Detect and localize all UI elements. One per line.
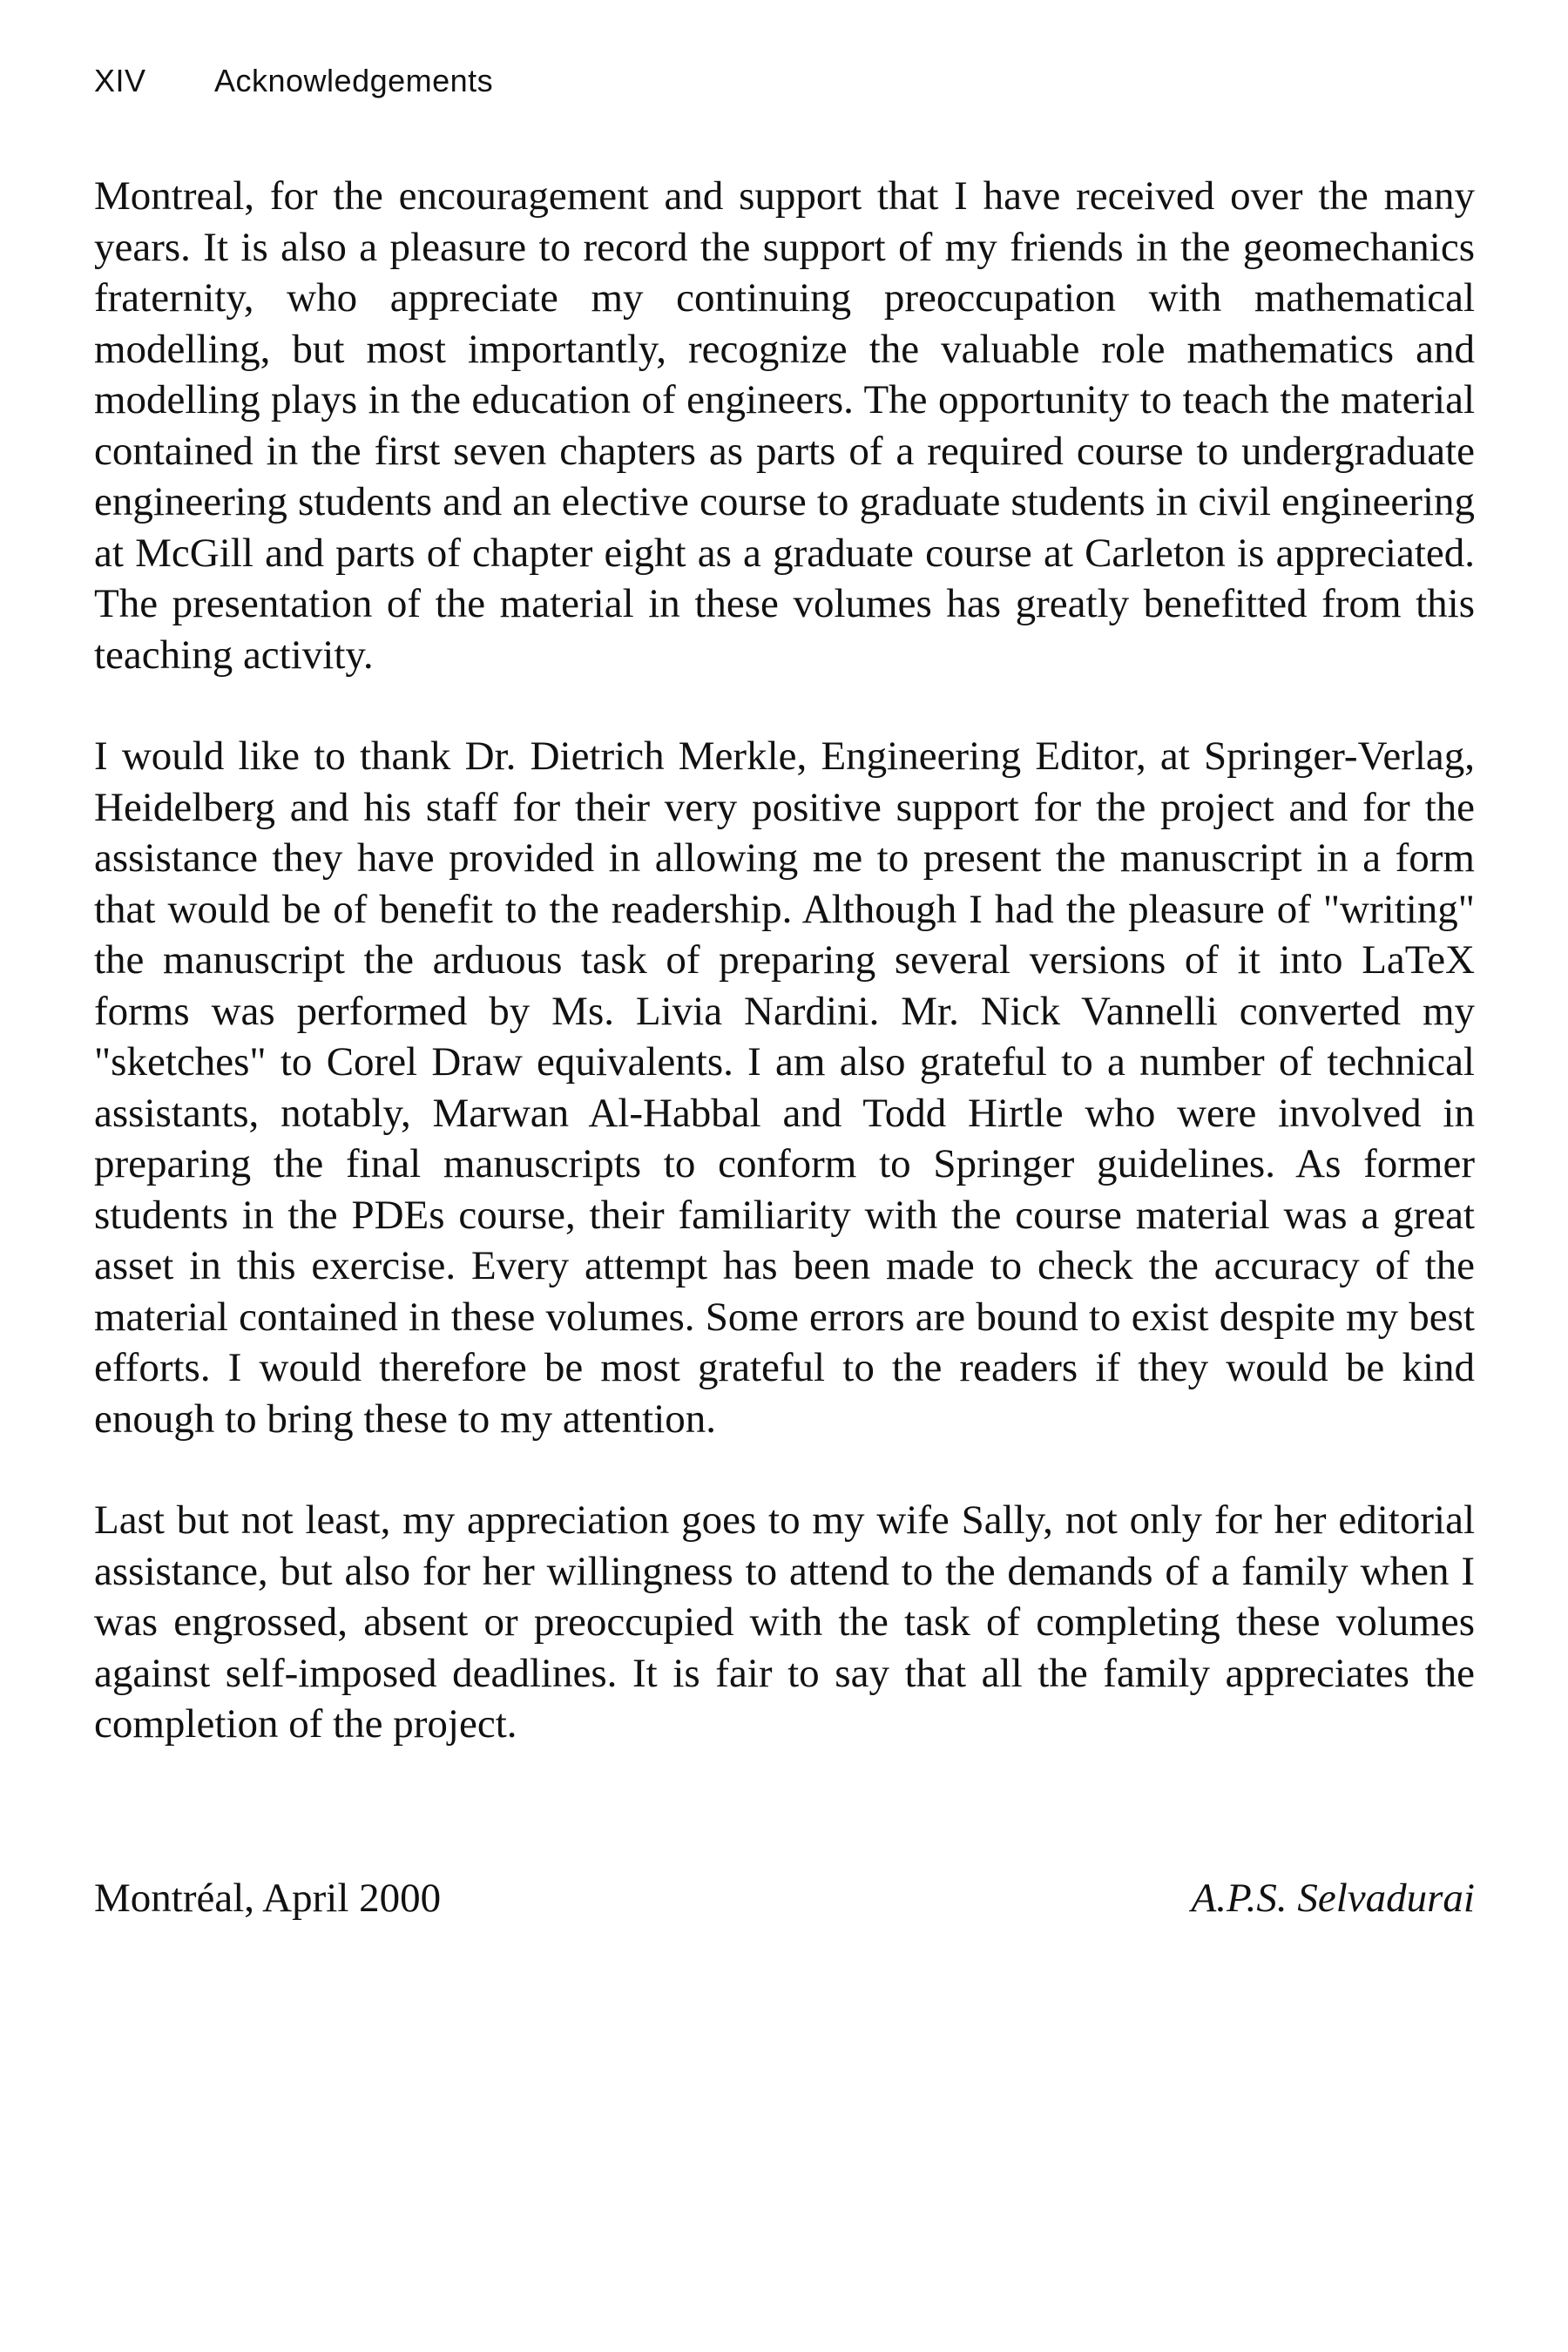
running-head bbox=[94, 63, 493, 99]
place-date: Montréal, April 2000 bbox=[94, 1876, 442, 1921]
author-name: A.P.S. Selvadurai bbox=[1191, 1876, 1475, 1921]
body-text bbox=[94, 171, 1475, 1750]
paragraph-support: Montreal, for the encouragement and support that I have received over the many years. It is also a pleasure to record the support of my friends in the geomechanics fraternity, who appreciate my continuing preoccupation with mathematical modelling, but most importantly, recognize the valuable role mathematics and modelling plays in the education of engineers. The opportunity to teach the material contained in the first seven chapters as parts of a required course to undergraduate engineering students and an elective course to graduate students in civil engineering at McGill and parts of chapter eight as a graduate course at Carleton is appreciated. The presentation of the material in these volumes has greatly benefitted from this teaching activity. bbox=[94, 173, 1475, 678]
paragraph-family: Last but not least, my appreciation goes to my wife Sally, not only for her editorial assistance, but also for her willingness to attend to the demands of a family when I was engrossed, absent or preoccupied with the task of completing these volumes against self-imposed deadlines. It is fair to say that all the family appreciates the completion of the project. bbox=[94, 1497, 1475, 1747]
chapter-title: Acknowledgements bbox=[214, 63, 494, 98]
page-number: XIV bbox=[94, 63, 146, 98]
paragraph-thanks: I would like to thank Dr. Dietrich Merkle, Engineering Editor, at Springer-Verlag, Heidelberg and his staff for their very positive support for the project and for the assistance they have provided in allowing me to present the manuscript in a form that would be of benefit to the readership. Although I had the pleasure of "writing" the manuscript the arduous task of preparing several versions of it into LaTeX forms was performed by Ms. Livia Nardini. Mr. Nick Vannelli converted my "sketches" to Corel Draw equivalents. I am also grateful to a number of technical assistants, notably, Marwan Al-Habbal and Todd Hirtle who were involved in preparing the final manuscripts to conform to Springer guidelines. As former students in the PDEs course, their familiarity with the course material was a great asset in this exercise. Every attempt has been made to check the accuracy of the material contained in these volumes. Some errors are bound to exist despite my best efforts. I would therefore be most grateful to the readers if they would be kind enough to bring these to my attention. bbox=[94, 733, 1475, 1442]
